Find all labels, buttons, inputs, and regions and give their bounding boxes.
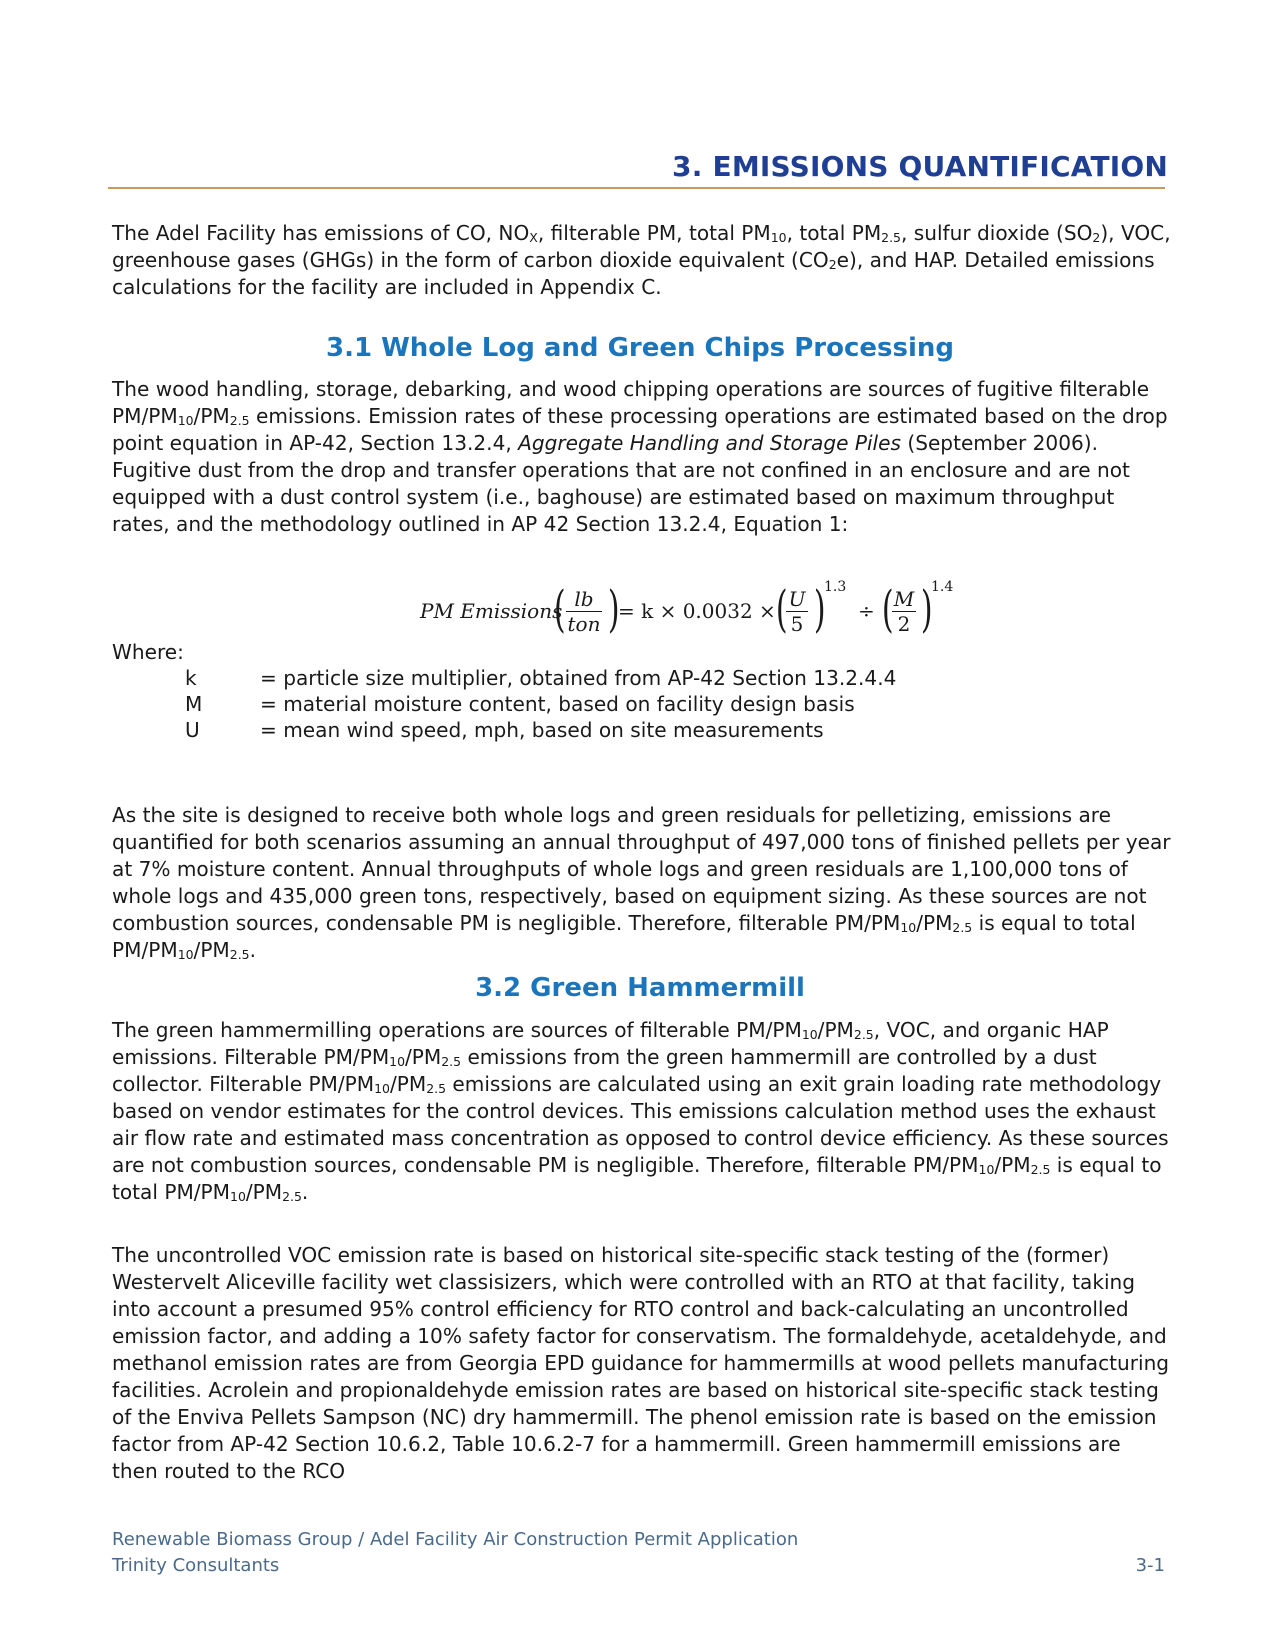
subscript: 2.5 <box>952 920 973 936</box>
subscript: 2 <box>828 257 837 273</box>
subscript: 2.5 <box>441 1054 462 1070</box>
moisture-exponent: 1.4 <box>931 579 954 595</box>
text-run: emissions from the green hammermill are controlled by a dust collector. Filterable PM/PM <box>112 1045 1097 1096</box>
open-paren: ( <box>553 580 566 638</box>
subscript: 2.5 <box>426 1081 447 1097</box>
equation-lhs: PM Emissions <box>420 599 563 623</box>
subscript: 2.5 <box>229 947 250 963</box>
where-row <box>0 692 1275 719</box>
open-paren: ( <box>775 580 788 638</box>
variable-symbol: M <box>185 692 203 716</box>
subscript: 2.5 <box>229 413 250 429</box>
fraction-denominator: 5 <box>790 612 804 636</box>
intro-paragraph <box>112 220 1172 301</box>
reference-title: Aggregate Handling and Storage Piles <box>518 431 901 455</box>
variable-symbol: U <box>185 718 200 742</box>
text-run: The green hammermilling operations are sources of filterable PM/PM <box>112 1018 802 1042</box>
text-run: /PM <box>193 404 230 428</box>
fraction-numerator: lb <box>566 587 602 612</box>
divide-sign: ÷ <box>858 599 875 623</box>
text-run: /PM <box>916 911 953 935</box>
section-3-1-paragraph-2 <box>112 802 1172 964</box>
text-run: is equal to total PM/PM <box>112 1153 1162 1204</box>
section-3-2-heading: 3.2 Green Hammermill <box>475 973 805 1003</box>
wind-exponent: 1.3 <box>824 579 847 595</box>
chapter-title: 3. EMISSIONS QUANTIFICATION <box>672 150 1168 183</box>
fraction-denominator: 2 <box>897 612 911 636</box>
subscript: 10 <box>177 413 194 429</box>
text-run: e), and HAP. Detailed emissions calculations for the facility are included in Appendix C. <box>112 248 1155 299</box>
subscript: 2.5 <box>282 1189 302 1205</box>
section-3-1-heading: 3.1 Whole Log and Green Chips Processing <box>326 333 954 363</box>
subscript: X <box>529 230 538 246</box>
section-3-1-paragraph-1 <box>112 376 1172 538</box>
unit-fraction <box>566 587 602 636</box>
text-run: As the site is designed to receive both whole logs and green residuals for pelletizing, emissions are quantified for both scenarios assuming an annual throughput of 497,000 tons of finished pellets per year at 7% moisture content. Annual throughputs of whole logs and green residuals are 1,100,000 tons of whole logs and 435,000 green tons, respectively, based on equipment sizing. As these sources are not combustion sources, condensable PM is negligible. Therefore, filterable PM/PM <box>112 803 1171 935</box>
text-run: The wood handling, storage, debarking, and wood chipping operations are sources of fugitive filterable PM/PM <box>112 377 1150 428</box>
subscript: 10 <box>374 1081 390 1097</box>
variable-definition: = mean wind speed, mph, based on site measurements <box>260 718 824 742</box>
wind-fraction <box>786 587 808 636</box>
text-run: , VOC, and organic HAP emissions. Filterable PM/PM <box>112 1018 1109 1069</box>
text-run: /PM <box>389 1072 427 1096</box>
where-row <box>0 666 1275 693</box>
text-run: . <box>249 938 256 962</box>
page-number: 3-1 <box>1135 1555 1165 1576</box>
text-run: emissions. Emission rates of these processing operations are estimated based on the drop point equation in AP-42, Section 13.2.4, <box>112 404 1168 455</box>
text-run: ), VOC, greenhouse gases (GHGs) in the form of carbon dioxide equivalent (CO <box>112 221 1171 272</box>
fraction-numerator: M <box>893 587 915 611</box>
close-paren: ) <box>920 580 933 638</box>
text-run: is equal to total PM/PM <box>112 911 1136 962</box>
subscript: 10 <box>770 230 787 246</box>
text-run: /PM <box>245 1180 283 1204</box>
fraction-denominator: ton <box>567 612 601 636</box>
moisture-fraction <box>892 587 916 636</box>
text-run: The Adel Facility has emissions of CO, NO <box>112 221 530 245</box>
subscript: 2 <box>1092 230 1101 246</box>
subscript: 10 <box>177 947 194 963</box>
text-run: , total PM <box>786 221 882 245</box>
text-run: /PM <box>994 1153 1031 1177</box>
text-run: , filterable PM, total PM <box>537 221 771 245</box>
equation-rhs: = k × 0.0032 × <box>618 599 776 623</box>
variable-definition: = particle size multiplier, obtained from AP-42 Section 13.2.4.4 <box>260 666 897 690</box>
subscript: 2.5 <box>1030 1162 1051 1178</box>
text-run: . <box>301 1180 309 1204</box>
chapter-divider <box>108 187 1165 189</box>
section-3-2-paragraph-1 <box>112 1017 1172 1206</box>
text-run: (September 2006). Fugitive dust from the drop and transfer operations that are not confined in an enclosure and are not equipped with a dust control system (i.e., baghouse) are estimated based on maximum throughput rates, and the methodology outlined in AP 42 Section 13.2.4, Equation 1: <box>112 431 1130 536</box>
variable-definition: = material moisture content, based on facility design basis <box>260 692 855 716</box>
subscript: 10 <box>801 1027 818 1043</box>
close-paren: ) <box>813 580 826 638</box>
close-paren: ) <box>607 580 620 638</box>
where-label: Where: <box>112 640 184 664</box>
text-run: /PM <box>817 1018 854 1042</box>
fraction-numerator: U <box>786 587 808 612</box>
subscript: 2.5 <box>881 230 901 246</box>
variable-symbol: k <box>185 666 197 690</box>
where-row <box>0 718 1275 745</box>
text-run: /PM <box>405 1045 442 1069</box>
subscript: 2.5 <box>853 1027 874 1043</box>
footer-company: Trinity Consultants <box>112 1555 280 1576</box>
section-3-2-paragraph-2: The uncontrolled VOC emission rate is based on historical site-specific stack testing of the (former) Westervelt Aliceville facility wet classisizers, which were controlled with an RTO at that facility, taking into account a presumed 95% control efficiency for RTO control and back-calculating an uncontrolled emission factor, and adding a 10% safety factor for conservatism. The formaldehyde, acetaldehyde, and methanol emission rates are from Georgia EPD guidance for hammermills at wood pellets manufacturing facilities. Acrolein and propionaldehyde emission rates are based on historical site-specific stack testing of the Enviva Pellets Sampson (NC) dry hammermill. The phenol emission rate is based on the emission factor from AP-42 Section 10.6.2, Table 10.6.2-7 for a hammermill. Green hammermill emissions are then routed to the RCO <box>112 1243 1170 1483</box>
open-paren: ( <box>881 580 894 638</box>
subscript: 10 <box>389 1054 406 1070</box>
text-run: /PM <box>193 938 230 962</box>
text-run: , sulfur dioxide (SO <box>900 221 1093 245</box>
pm-emissions-equation <box>420 575 954 645</box>
subscript: 10 <box>978 1162 995 1178</box>
subscript: 10 <box>900 920 917 936</box>
text-run: emissions are calculated using an exit grain loading rate methodology based on vendor estimates for the control devices. This emissions calculation method uses the exhaust air flow rate and estimated mass concentration as opposed to control device efficiency. As these sources are not combustion sources, condensable PM is negligible. Therefore, filterable PM/PM <box>112 1072 1169 1177</box>
subscript: 10 <box>230 1189 246 1205</box>
footer-document-title: Renewable Biomass Group / Adel Facility Air Construction Permit Application <box>112 1529 799 1550</box>
